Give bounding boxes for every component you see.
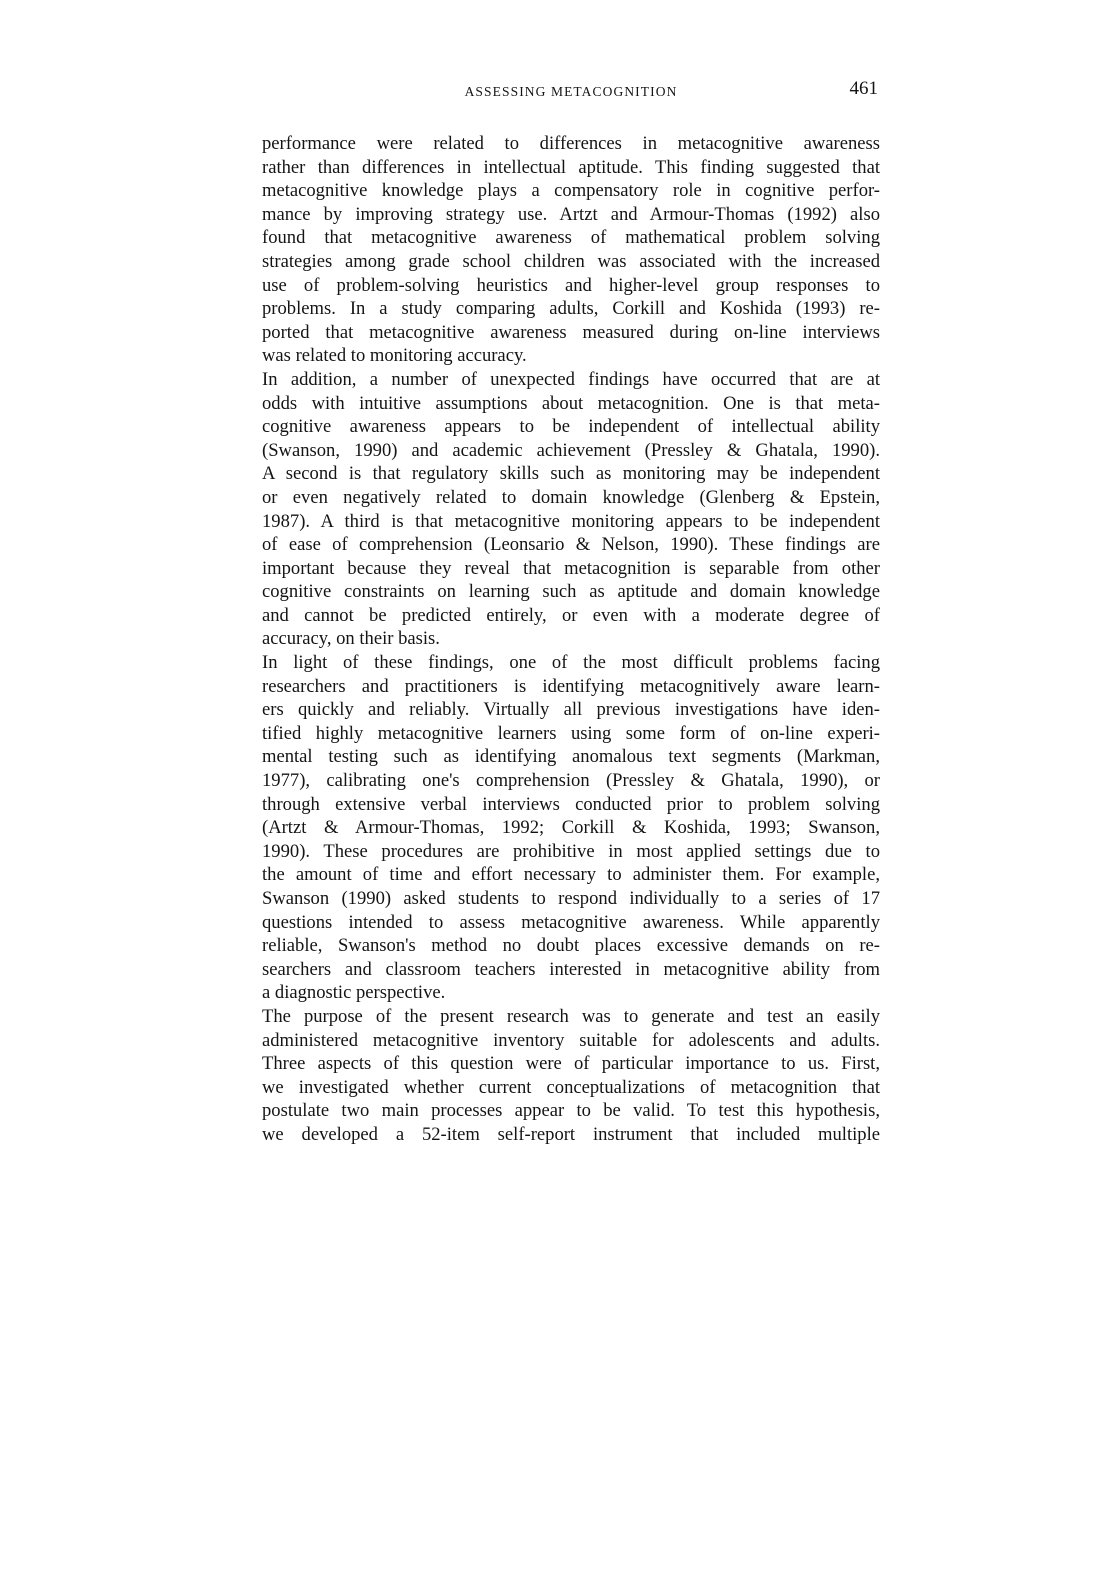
text-line: cognitive awareness appears to be independent of intellectual ability <box>262 416 880 438</box>
text-line: 1990). These procedures are prohibitive in most applied settings due to <box>262 840 880 862</box>
text-line: we developed a 52-item self-report instrument that included multiple <box>262 1123 880 1145</box>
text-line: odds with intuitive assumptions about metacognition. One is that meta- <box>262 392 880 414</box>
text-line: administered metacognitive inventory suitable for adolescents and adults. <box>262 1029 880 1051</box>
text-line: problems. In a study comparing adults, Corkill and Koshida (1993) re- <box>262 298 880 320</box>
text-line: strategies among grade school children was associated with the increased <box>262 250 880 272</box>
text-line: (Artzt & Armour-Thomas, 1992; Corkill & Koshida, 1993; Swanson, <box>262 817 880 839</box>
text-line: the amount of time and effort necessary to administer them. For example, <box>262 864 880 886</box>
text-line: In addition, a number of unexpected findings have occurred that are at <box>262 368 880 390</box>
text-line: rather than differences in intellectual aptitude. This finding suggested that <box>262 156 880 178</box>
text-line: researchers and practitioners is identifying metacognitively aware learn- <box>262 675 880 697</box>
text-line: use of problem-solving heuristics and higher-level group responses to <box>262 274 880 296</box>
text-line: reliable, Swanson's method no doubt places excessive demands on re- <box>262 935 880 957</box>
text-line: mance by improving strategy use. Artzt and Armour-Thomas (1992) also <box>262 203 880 225</box>
text-line: searchers and classroom teachers interested in metacognitive ability from <box>262 958 880 980</box>
text-line: The purpose of the present research was to generate and test an easily <box>262 1005 880 1027</box>
body-text <box>262 132 880 1147</box>
text-line: found that metacognitive awareness of mathematical problem solving <box>262 227 880 249</box>
running-title: ASSESSING METACOGNITION <box>464 84 678 99</box>
text-line: ers quickly and reliably. Virtually all previous investigations have iden- <box>262 699 880 721</box>
text-line: postulate two main processes appear to be valid. To test this hypothesis, <box>262 1100 880 1122</box>
text-line: we investigated whether current conceptualizations of metacognition that <box>262 1076 880 1098</box>
paragraph <box>262 132 880 368</box>
paragraph <box>262 651 880 1005</box>
text-line: important because they reveal that metacognition is separable from other <box>262 557 880 579</box>
text-line: 1977), calibrating one's comprehension (Pressley & Ghatala, 1990), or <box>262 770 880 792</box>
running-head <box>262 78 880 106</box>
text-line: (Swanson, 1990) and academic achievement (Pressley & Ghatala, 1990). <box>262 439 880 461</box>
text-line: mental testing such as identifying anomalous text segments (Markman, <box>262 746 880 768</box>
text-line: tified highly metacognitive learners using some form of on-line experi- <box>262 722 880 744</box>
text-line: 1987). A third is that metacognitive monitoring appears to be independent <box>262 510 880 532</box>
text-line: questions intended to assess metacognitive awareness. While apparently <box>262 911 880 933</box>
text-line: Three aspects of this question were of particular importance to us. First, <box>262 1053 880 1075</box>
text-line: of ease of comprehension (Leonsario & Nelson, 1990). These findings are <box>262 534 880 556</box>
text-line: Swanson (1990) asked students to respond individually to a series of 17 <box>262 888 880 909</box>
text-line: or even negatively related to domain knowledge (Glenberg & Epstein, <box>262 486 880 508</box>
page-number: 461 <box>849 78 878 99</box>
text-line: ported that metacognitive awareness measured during on-line interviews <box>262 321 880 343</box>
text-line: accuracy, on their basis. <box>262 628 440 650</box>
page <box>262 78 880 1147</box>
text-line: through extensive verbal interviews conducted prior to problem solving <box>262 793 880 815</box>
text-line: performance were related to differences in metacognitive awareness <box>262 133 880 154</box>
text-line: In light of these findings, one of the most difficult problems facing <box>262 652 880 674</box>
text-line: cognitive constraints on learning such as aptitude and domain knowledge <box>262 581 880 603</box>
text-line: a diagnostic perspective. <box>262 982 446 1004</box>
text-line: A second is that regulatory skills such as monitoring may be independent <box>262 463 880 485</box>
text-line: was related to monitoring accuracy. <box>262 345 527 367</box>
text-line: metacognitive knowledge plays a compensatory role in cognitive perfor- <box>262 180 880 202</box>
paragraph <box>262 368 880 651</box>
text-line: and cannot be predicted entirely, or even with a moderate degree of <box>262 604 880 626</box>
paragraph <box>262 1005 880 1147</box>
